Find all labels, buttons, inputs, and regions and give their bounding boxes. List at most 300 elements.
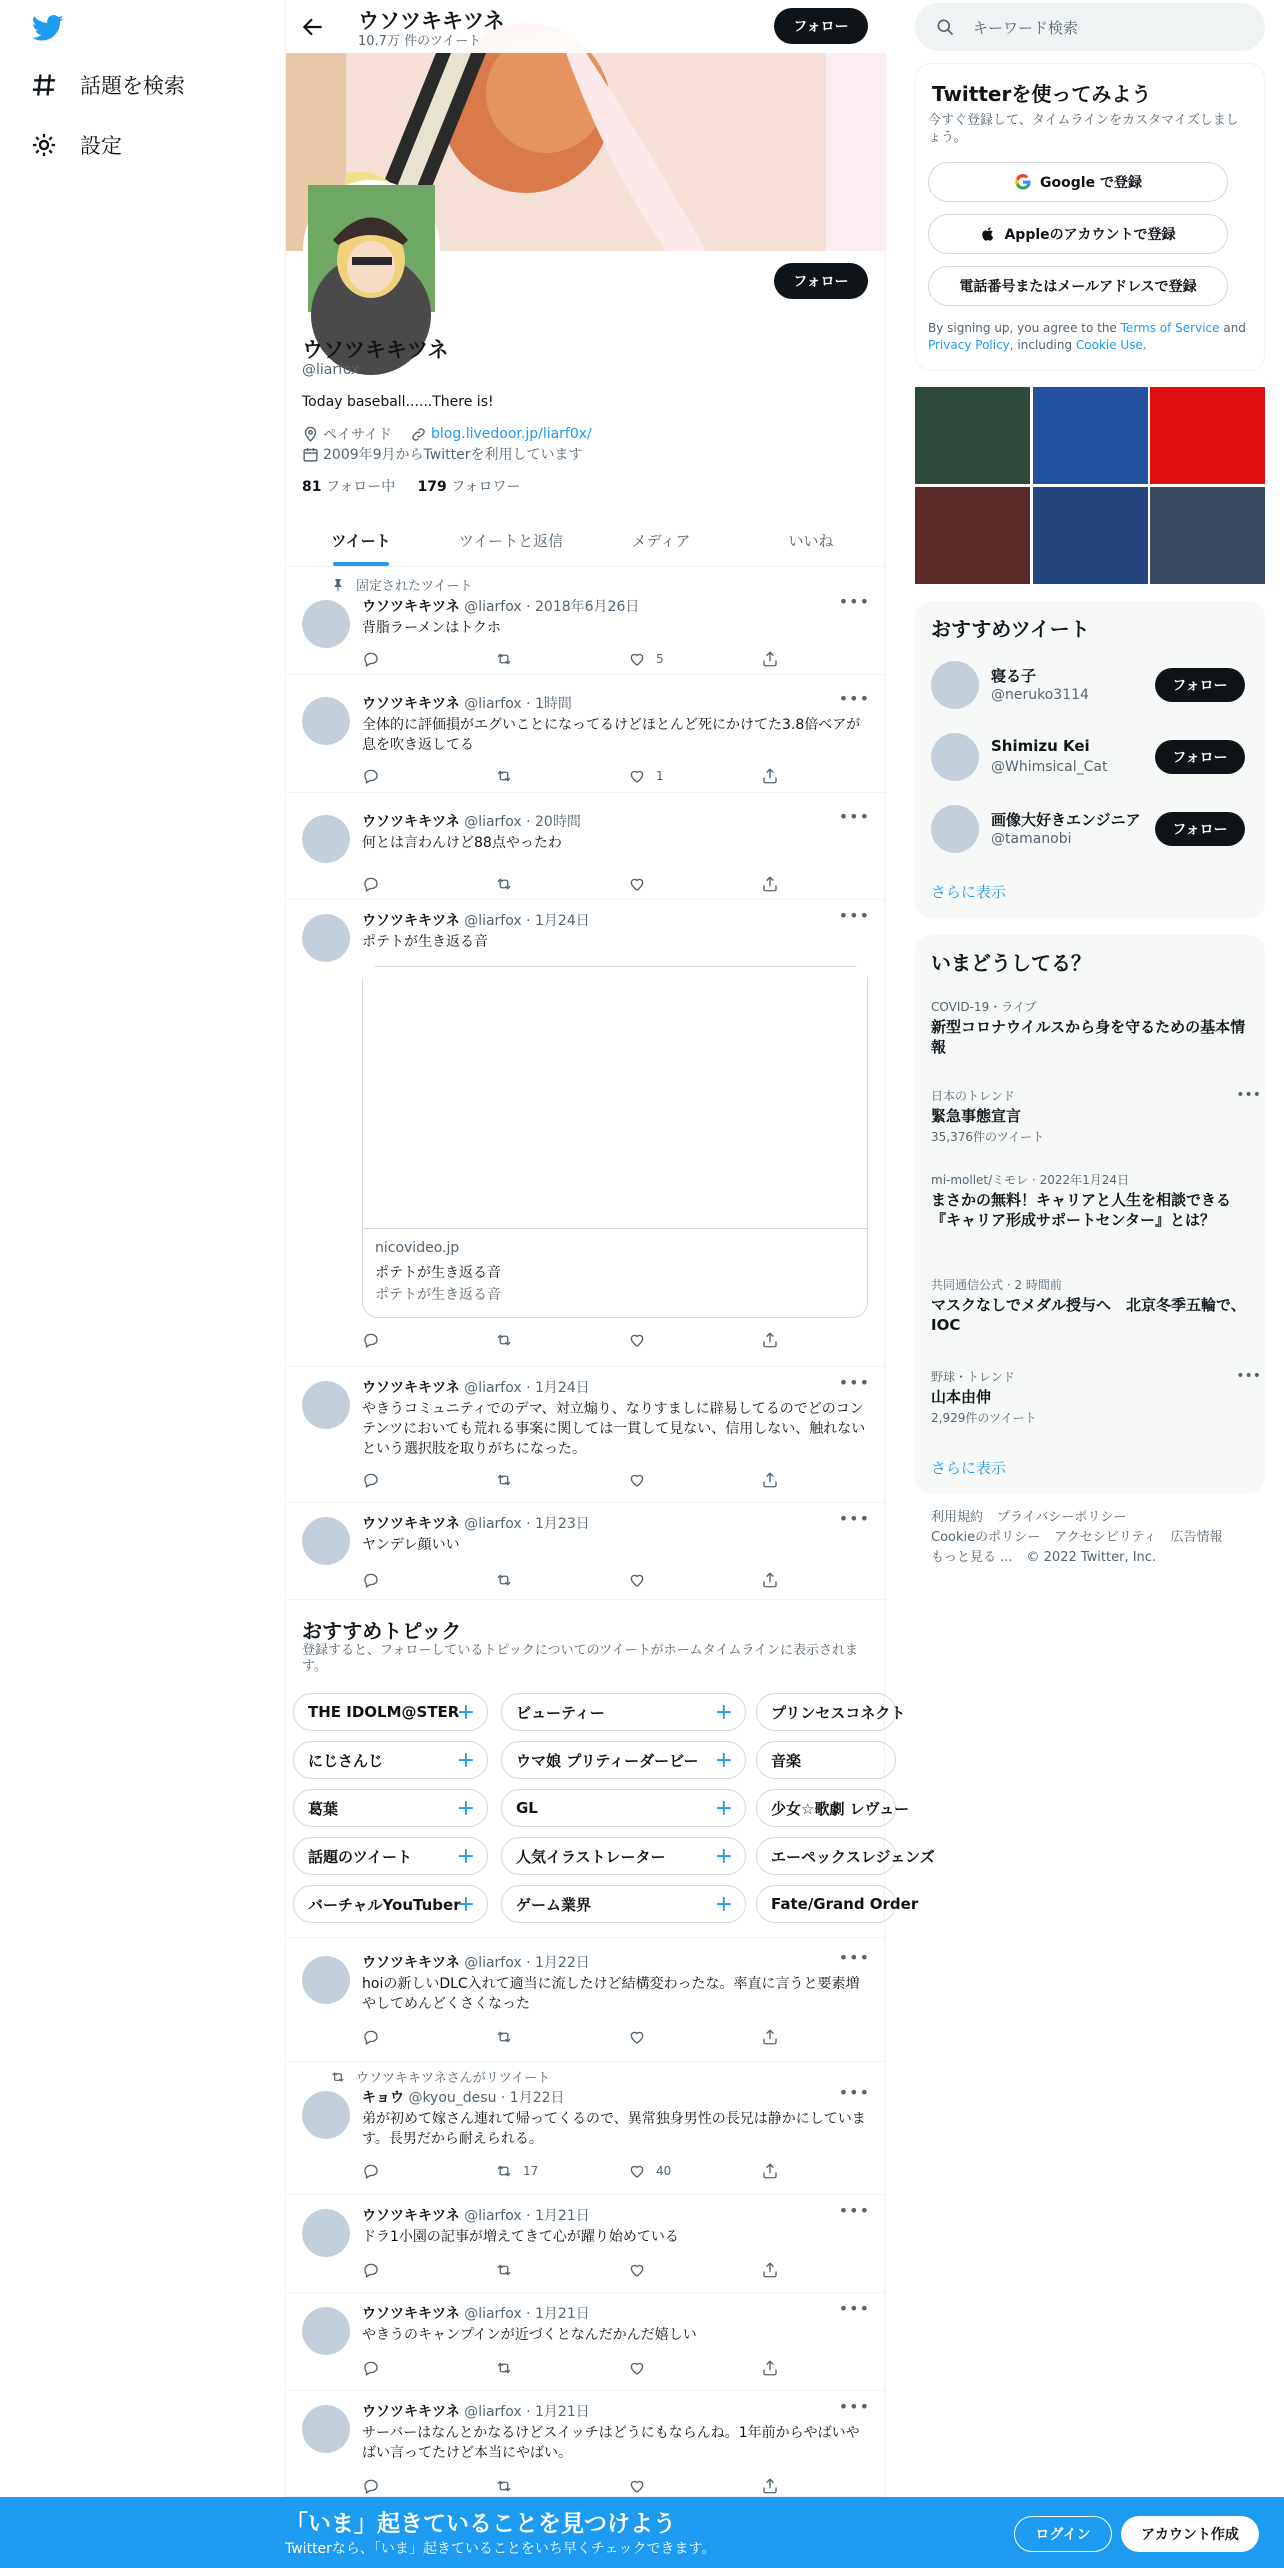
tweet-actions — [362, 875, 802, 895]
tweet[interactable] — [286, 2391, 886, 2497]
user-handle: @Whimsical_Cat — [991, 759, 1108, 775]
link-card-image — [363, 967, 867, 1229]
pin-icon — [330, 577, 346, 593]
reply-button[interactable] — [362, 650, 380, 668]
topic-chip-label: にじさんじ — [308, 1751, 384, 1770]
plus-icon[interactable]: + — [456, 1844, 475, 1869]
profile-joined: 2009年9月からTwitterを利用しています — [323, 447, 583, 463]
footer-privacy[interactable]: プライバシーポリシー — [997, 1510, 1127, 1525]
tweet-text: 何とは言わんけど88点やったわ — [362, 835, 562, 851]
like-button[interactable] — [628, 1571, 656, 1589]
more-options-icon[interactable]: ••• — [838, 906, 870, 925]
trend-title: マスクなしでメダル授与へ 北京冬季五輪で、IOC — [931, 1296, 1246, 1334]
tweet[interactable] — [286, 1367, 886, 1503]
tweet-avatar[interactable] — [302, 2209, 350, 2257]
tweet-actions — [362, 2162, 802, 2182]
hashtag-icon — [30, 71, 58, 99]
tab-tweets-and-replies[interactable]: ツイートと返信 — [458, 532, 564, 550]
reply-button[interactable] — [362, 767, 380, 785]
retweet-icon — [495, 2162, 513, 2180]
tweet-actions — [362, 1471, 802, 1491]
who-to-follow-item[interactable] — [931, 727, 1261, 787]
profile-tabs — [286, 515, 886, 567]
profile-follow-button[interactable]: フォロー — [774, 263, 868, 299]
tweet-avatar[interactable] — [302, 1517, 350, 1565]
footer-terms[interactable]: 利用規約 — [931, 1510, 984, 1525]
tweet-avatar[interactable] — [302, 2307, 350, 2355]
tweet-text: hoiの新しいDLC入れて適当に流したけど結構変わったな。率直に言うと要素増やしてめんどくさくなった — [362, 1976, 860, 2012]
media-grid — [915, 387, 1265, 584]
topic-chip[interactable] — [293, 1789, 488, 1827]
media-thumbnail[interactable] — [915, 387, 1030, 484]
privacy-link[interactable]: Privacy Policy — [928, 338, 1010, 352]
profile-avatar[interactable] — [303, 180, 440, 317]
follow-button[interactable]: フォロー — [1155, 668, 1245, 702]
more-options-icon[interactable]: ••• — [838, 2083, 870, 2102]
topic-chip[interactable] — [756, 1837, 935, 1875]
reply-icon — [362, 2028, 380, 2046]
retweet-button[interactable] — [495, 875, 523, 893]
tweet-meta: @liarfox · 1時間 — [464, 696, 572, 712]
tweet-actions — [362, 650, 802, 670]
trend-title: 緊急事態宣言 — [931, 1107, 1022, 1125]
tweet-meta: @liarfox · 2018年6月26日 — [464, 599, 640, 615]
back-arrow-icon[interactable] — [300, 14, 326, 40]
tweet-author-name[interactable]: ウソツキキツネ — [362, 1955, 460, 1971]
topic-chip[interactable] — [501, 1837, 746, 1875]
tab-likes[interactable]: いいね — [788, 532, 834, 550]
like-button[interactable] — [628, 2028, 656, 2046]
retweet-button[interactable] — [495, 650, 523, 668]
tweet-meta: @liarfox · 1月21日 — [464, 2404, 590, 2420]
tweet-author-name[interactable]: ウソツキキツネ — [362, 1380, 460, 1396]
user-name[interactable]: Shimizu Kei — [991, 737, 1090, 755]
tweet-meta: @liarfox · 1月24日 — [464, 913, 590, 929]
tweet-header — [362, 1377, 590, 1397]
tweet-text: サーバーはなんとかなるけどスイッチはどうにもならんね。1年前からやばいやばい言ってたけど本当にやばい。 — [362, 2425, 860, 2461]
tweet[interactable] — [286, 1503, 886, 1600]
tweet-avatar[interactable] — [302, 2405, 350, 2453]
retweet-button[interactable] — [495, 2162, 538, 2180]
topic-chip-label: Fate/Grand Order — [771, 1895, 919, 1913]
share-icon — [761, 1331, 779, 1349]
plus-icon[interactable]: + — [714, 1796, 733, 1821]
share-button[interactable] — [761, 2359, 779, 2377]
tweet-meta: @liarfox · 1月21日 — [464, 2306, 590, 2322]
tweet-header — [362, 1513, 590, 1533]
like-button[interactable] — [628, 875, 656, 893]
footer-cookie[interactable]: Cookieのポリシー — [931, 1530, 1041, 1545]
tab-media[interactable]: メディア — [631, 532, 691, 550]
profile-meta-row — [302, 424, 592, 444]
retweet-button[interactable] — [495, 2028, 523, 2046]
reply-button[interactable] — [362, 2359, 380, 2377]
media-thumbnail[interactable] — [1150, 487, 1265, 584]
tweet[interactable] — [286, 793, 886, 900]
tweet-author-name[interactable]: ウソツキキツネ — [362, 1516, 460, 1532]
signup-panel — [915, 63, 1265, 371]
link-card[interactable] — [362, 966, 868, 1318]
retweet-icon — [495, 2477, 513, 2495]
media-thumbnail[interactable] — [1150, 387, 1265, 484]
reply-button[interactable] — [362, 875, 380, 893]
followers-link[interactable]: 179 フォロワー — [417, 479, 521, 495]
link-card-domain: nicovideo.jp — [375, 1240, 460, 1256]
more-options-icon[interactable]: ••• — [838, 2201, 870, 2220]
tweet[interactable] — [286, 900, 886, 1367]
tweet[interactable] — [286, 567, 886, 675]
profile-location: ペイサイド — [323, 427, 393, 443]
footer-ads[interactable]: 広告情報 — [1170, 1530, 1223, 1545]
tweet-text: ポテトが生き返る音 — [362, 934, 488, 950]
reply-button[interactable] — [362, 2028, 380, 2046]
topic-chip-label: 少女☆歌劇 レヴュー — [771, 1799, 910, 1818]
trends-panel — [915, 935, 1265, 1493]
share-button[interactable] — [761, 875, 779, 893]
retweet-icon — [495, 2261, 513, 2279]
trends-title: いまどうしてる？ — [931, 951, 1091, 975]
like-button[interactable] — [628, 650, 664, 668]
retweet-button[interactable] — [495, 2359, 523, 2377]
tweet-text: 全体的に評価損がエグいことになってるけどほとんど死にかけてた3.8倍ベアが息を吹き返してる — [362, 717, 861, 753]
plus-icon[interactable]: + — [714, 1700, 733, 1725]
left-nav — [0, 0, 285, 2568]
reply-icon — [362, 875, 380, 893]
nav-settings-label: 設定 — [80, 134, 122, 158]
share-icon — [761, 767, 779, 785]
plus-icon[interactable]: + — [714, 1892, 733, 1917]
reply-button[interactable] — [362, 1571, 380, 1589]
reply-button[interactable] — [362, 2477, 380, 2495]
share-icon — [761, 2359, 779, 2377]
footer-accessibility[interactable]: アクセシビリティ — [1054, 1530, 1157, 1545]
like-button[interactable] — [628, 2162, 671, 2180]
more-options-icon[interactable]: ••• — [838, 689, 870, 708]
more-options-icon[interactable]: ••• — [838, 1948, 870, 1967]
heart-icon — [628, 2162, 646, 2180]
tweet-avatar[interactable] — [302, 1381, 350, 1429]
media-thumbnail[interactable] — [1033, 487, 1148, 584]
more-options-icon[interactable]: ••• — [838, 2299, 870, 2318]
tweet[interactable] — [286, 675, 886, 793]
topic-chip-label: 葛葉 — [308, 1799, 339, 1818]
topic-chip-label: バーチャルYouTuber — [308, 1895, 461, 1914]
heart-icon — [628, 2028, 646, 2046]
tweet-header — [362, 910, 590, 930]
tweet-header — [362, 2087, 565, 2107]
apple-icon — [980, 225, 996, 243]
tweet-author-name[interactable]: ウソツキキツネ — [362, 2208, 460, 2224]
login-button[interactable]: ログイン — [1014, 2516, 1112, 2552]
retweet-icon — [495, 2028, 513, 2046]
avatar[interactable] — [931, 733, 979, 781]
trend-item[interactable] — [931, 998, 1251, 1057]
more-options-icon[interactable]: ••• — [838, 1509, 870, 1528]
share-button[interactable] — [761, 2028, 779, 2046]
reply-button[interactable] — [362, 1471, 380, 1489]
tweet-context: ウソツキキツネさんがリツイート — [330, 2067, 550, 2086]
reply-icon — [362, 767, 380, 785]
tweet-header — [362, 1952, 590, 1972]
apple-signup-label: Appleのアカウントで登録 — [1004, 227, 1176, 243]
tweet-actions — [362, 2477, 802, 2497]
like-button[interactable] — [628, 2261, 656, 2279]
profile-bio: Today baseball......There is! — [302, 394, 494, 410]
topics-module — [286, 1600, 935, 1938]
trend-item[interactable] — [931, 1171, 1251, 1230]
trend-meta: 野球・トレンド — [931, 1370, 1015, 1384]
retweet-icon — [495, 1331, 513, 1349]
gear-icon — [30, 131, 58, 159]
tweet-header — [362, 2303, 590, 2323]
tweet[interactable] — [286, 1938, 886, 2062]
share-button[interactable] — [761, 767, 779, 785]
like-button[interactable] — [628, 767, 664, 785]
who-to-follow-panel — [915, 601, 1265, 918]
phone-signup-label: 電話番号またはメールアドレスで登録 — [959, 279, 1197, 295]
topic-chip[interactable] — [501, 1789, 746, 1827]
topic-chip[interactable] — [293, 1693, 488, 1731]
who-show-more[interactable]: さらに表示 — [931, 883, 1007, 901]
topic-chip[interactable] — [756, 1789, 910, 1827]
terms-link[interactable]: Terms of Service — [1120, 321, 1220, 335]
plus-icon[interactable]: + — [456, 1796, 475, 1821]
share-icon — [761, 2028, 779, 2046]
more-options-icon[interactable]: ••• — [838, 1373, 870, 1392]
tweet-actions — [362, 1331, 802, 1351]
share-button[interactable] — [761, 1571, 779, 1589]
topic-chip-label: ビューティー — [516, 1703, 605, 1722]
cookie-link[interactable]: Cookie Use — [1075, 338, 1143, 352]
tweet-meta: @liarfox · 1月24日 — [464, 1380, 590, 1396]
trend-item[interactable] — [931, 1276, 1251, 1335]
reply-icon — [362, 650, 380, 668]
tweet[interactable] — [286, 2195, 886, 2293]
share-icon — [761, 1571, 779, 1589]
signup-button[interactable]: アカウント作成 — [1121, 2516, 1259, 2552]
like-button[interactable] — [628, 1471, 656, 1489]
plus-icon[interactable]: + — [456, 1748, 475, 1773]
retweet-button[interactable] — [495, 1331, 523, 1349]
main-column — [285, 0, 935, 2568]
reply-icon — [362, 2477, 380, 2495]
retweet-icon — [495, 767, 513, 785]
link-card-description: ポテトが生き返る音 — [375, 1287, 501, 1303]
bottom-signup-bar — [0, 2497, 1284, 2568]
heart-icon — [628, 1331, 646, 1349]
reply-button[interactable] — [362, 2162, 380, 2180]
tweet-header — [362, 811, 581, 831]
tweet-avatar[interactable] — [302, 914, 350, 962]
media-thumbnail[interactable] — [1033, 387, 1148, 484]
retweet-button[interactable] — [495, 2261, 523, 2279]
plus-icon[interactable]: + — [456, 1700, 475, 1725]
more-options-icon[interactable]: ••• — [838, 592, 870, 611]
topic-chip-label: 話題のツイート — [308, 1847, 412, 1866]
topic-chip[interactable] — [293, 1885, 488, 1923]
retweet-button[interactable] — [495, 1571, 523, 1589]
topic-chip[interactable] — [501, 1693, 746, 1731]
plus-icon[interactable]: + — [714, 1748, 733, 1773]
tweet-actions — [362, 2028, 802, 2048]
topic-chip[interactable] — [756, 1741, 896, 1779]
search-bar[interactable] — [915, 3, 1265, 51]
share-icon — [761, 1471, 779, 1489]
tweet-avatar[interactable] — [302, 697, 350, 745]
tweet-author-name[interactable]: ウソツキキツネ — [362, 2404, 460, 2420]
retweet-icon — [330, 2069, 346, 2085]
who-title: おすすめツイート — [931, 617, 1090, 641]
footer-copyright: © 2022 Twitter, Inc. — [1026, 1550, 1157, 1565]
trend-item[interactable] — [931, 1087, 1261, 1145]
share-button[interactable] — [761, 2162, 779, 2180]
following-link[interactable]: 81 フォロー中 — [302, 479, 396, 495]
footer-links — [931, 1508, 1251, 1568]
tab-tweets[interactable]: ツイート — [286, 515, 436, 566]
phone-signup-button[interactable] — [928, 266, 1228, 306]
topic-chip[interactable] — [756, 1693, 906, 1731]
apple-signup-button[interactable] — [928, 214, 1228, 254]
tweet-header — [362, 2205, 590, 2225]
share-button[interactable] — [761, 650, 779, 668]
like-count: 5 — [656, 652, 664, 666]
google-signup-label: Google で登録 — [1040, 175, 1142, 191]
topic-chip-label: 音楽 — [771, 1751, 802, 1770]
tweet-author-name[interactable]: ウソツキキツネ — [362, 696, 460, 712]
topbar-follow-button[interactable]: フォロー — [774, 8, 868, 44]
tweet-author-name[interactable]: キョウ — [362, 2090, 404, 2106]
tweet-text: ドラ1小園の記事が増えてきて心が躍り始めている — [362, 2229, 679, 2245]
topic-chip[interactable] — [501, 1885, 746, 1923]
tweet-actions — [362, 767, 802, 787]
more-options-icon[interactable]: ••• — [1236, 1087, 1261, 1103]
profile-website-link[interactable]: blog.livedoor.jp/liarf0x/ — [431, 426, 592, 442]
more-options-icon[interactable]: ••• — [1236, 1368, 1261, 1384]
trends-show-more[interactable]: さらに表示 — [931, 1459, 1007, 1477]
retweet-button[interactable] — [495, 1471, 523, 1489]
who-to-follow-item[interactable] — [931, 655, 1261, 715]
trend-meta: mi-mollet/ミモレ · 2022年1月24日 — [931, 1173, 1130, 1187]
share-button[interactable] — [761, 1471, 779, 1489]
reply-button[interactable] — [362, 2261, 380, 2279]
topic-chip[interactable] — [756, 1885, 919, 1923]
topics-title: おすすめトピック — [302, 1619, 462, 1643]
trend-item[interactable] — [931, 1368, 1261, 1426]
plus-icon[interactable]: + — [456, 1892, 475, 1917]
like-count: 40 — [656, 2164, 672, 2178]
tweet-avatar[interactable] — [302, 2091, 350, 2139]
topbar-name: ウソツキキツネ — [358, 9, 505, 33]
follow-button[interactable]: フォロー — [1155, 740, 1245, 774]
like-button[interactable] — [628, 2477, 656, 2495]
tweet-author-name[interactable]: ウソツキキツネ — [362, 2306, 460, 2322]
share-icon — [761, 2162, 779, 2180]
share-icon — [761, 875, 779, 893]
retweet-count: 17 — [523, 2164, 539, 2178]
link-icon — [410, 426, 427, 443]
footer-more[interactable]: もっと見る ... — [931, 1550, 1013, 1565]
topic-chip-label: GL — [516, 1799, 538, 1817]
twitter-logo-icon[interactable] — [30, 12, 66, 44]
media-thumbnail[interactable] — [915, 487, 1030, 584]
tweet-actions — [362, 1571, 802, 1591]
topic-chip-label: プリンセスコネクト — [771, 1703, 906, 1722]
tweet-avatar[interactable] — [302, 600, 350, 648]
reply-icon — [362, 1471, 380, 1489]
like-count: 1 — [656, 769, 664, 783]
like-button[interactable] — [628, 1331, 656, 1349]
nav-explore[interactable] — [30, 70, 185, 100]
trend-meta: 日本のトレンド — [931, 1089, 1015, 1103]
tweet-text: 弟が初めて嫁さん連れて帰ってくるので、異常独身男性の長兄は静かにしています。長男だから耐えられる。 — [362, 2111, 866, 2147]
topic-chip-label: THE IDOLM@STER — [308, 1703, 460, 1721]
retweet-button[interactable] — [495, 767, 523, 785]
tweet[interactable] — [286, 2062, 886, 2195]
tweet[interactable] — [286, 2293, 886, 2391]
trend-meta: 共同通信公式 · 2 時間前 — [931, 1278, 1062, 1292]
topic-chip-label: ゲーム業界 — [516, 1895, 592, 1914]
tweet-avatar[interactable] — [302, 1956, 350, 2004]
tweet-header — [362, 596, 639, 616]
like-button[interactable] — [628, 2359, 656, 2377]
share-button[interactable] — [761, 2477, 779, 2495]
reply-icon — [362, 2359, 380, 2377]
location-icon — [302, 426, 319, 443]
more-options-icon[interactable]: ••• — [838, 2397, 870, 2416]
profile-follow-counts — [302, 476, 521, 496]
trend-meta: COVID-19・ライブ — [931, 1000, 1037, 1014]
reply-button[interactable] — [362, 1331, 380, 1349]
avatar[interactable] — [931, 805, 979, 853]
tweet-avatar[interactable] — [302, 815, 350, 863]
more-options-icon[interactable]: ••• — [838, 807, 870, 826]
tweet-meta: @liarfox · 1月23日 — [464, 1516, 590, 1532]
reply-icon — [362, 2261, 380, 2279]
google-signup-button[interactable] — [928, 162, 1228, 202]
follow-button[interactable]: フォロー — [1155, 812, 1245, 846]
tweet-author-name[interactable]: ウソツキキツネ — [362, 814, 460, 830]
tweet-text: 背脂ラーメンはトクホ — [362, 620, 502, 636]
who-to-follow-item[interactable] — [931, 799, 1261, 859]
reply-icon — [362, 1331, 380, 1349]
trend-title: 新型コロナウイルスから身を守るための基本情報 — [931, 1018, 1246, 1056]
heart-icon — [628, 2359, 646, 2377]
share-button[interactable] — [761, 2261, 779, 2279]
topic-chip[interactable] — [293, 1741, 488, 1779]
profile-handle: @liarfox — [302, 362, 360, 378]
topic-chip[interactable] — [501, 1741, 746, 1779]
right-sidebar — [915, 0, 1265, 2568]
retweet-button[interactable] — [495, 2477, 523, 2495]
tweet-author-name[interactable]: ウソツキキツネ — [362, 599, 460, 615]
heart-icon — [628, 2477, 646, 2495]
signup-title: Twitterを使ってみよう — [932, 82, 1152, 106]
link-card-title: ポテトが生き返る音 — [375, 1265, 501, 1281]
user-name[interactable]: 画像大好きエンジニア — [991, 811, 1141, 829]
bottom-title: 「いま」起きていることを見つけよう — [285, 2511, 676, 2537]
topic-chip[interactable] — [293, 1837, 488, 1875]
tweet-text: やきうのキャンプインが近づくとなんだかんだ嬉しい — [362, 2327, 697, 2343]
user-name[interactable]: 寝る子 — [991, 667, 1037, 685]
share-button[interactable] — [761, 1331, 779, 1349]
trend-count: 35,376件のツイート — [931, 1130, 1045, 1144]
avatar[interactable] — [931, 661, 979, 709]
heart-icon — [628, 875, 646, 893]
heart-icon — [628, 1471, 646, 1489]
nav-settings[interactable] — [30, 130, 122, 160]
plus-icon[interactable]: + — [714, 1844, 733, 1869]
tweet-author-name[interactable]: ウソツキキツネ — [362, 913, 460, 929]
